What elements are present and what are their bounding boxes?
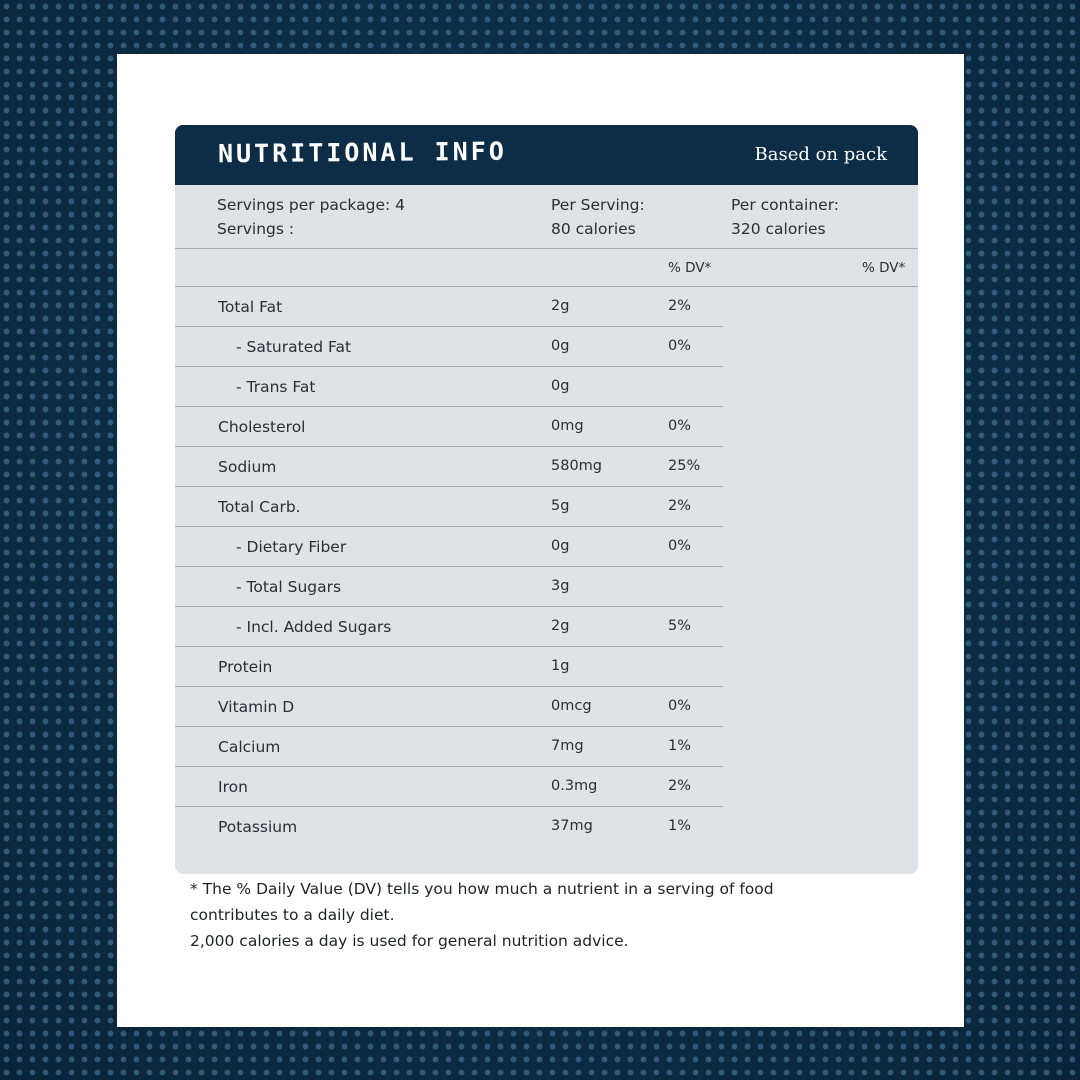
nutrient-row (175, 367, 723, 407)
nutrient-amount: 7mg (551, 738, 584, 754)
nutrient-dv: 0% (668, 338, 692, 354)
nutrient-name: - Dietary Fiber (236, 538, 347, 556)
nutrient-name: Sodium (218, 458, 277, 476)
nutrient-name: - Trans Fat (236, 378, 316, 396)
nutrient-name: - Saturated Fat (236, 338, 352, 356)
nutrient-name: - Incl. Added Sugars (236, 618, 392, 636)
nutrient-name: Cholesterol (218, 418, 306, 436)
nutrient-row (175, 807, 723, 847)
nutrient-row (175, 647, 723, 687)
nutrient-row (175, 727, 723, 767)
nutrient-amount: 0g (551, 378, 570, 394)
per-container-calories: 320 calories (731, 220, 826, 238)
dv-container-header: % DV* (862, 260, 906, 276)
dv-serving-header: % DV* (668, 260, 712, 276)
nutrient-dv: 25% (668, 458, 701, 474)
nutrient-amount: 0.3mg (551, 778, 598, 794)
nutrient-row (175, 287, 723, 327)
nutrient-name: Iron (218, 778, 248, 796)
nutrient-dv: 0% (668, 698, 692, 714)
nutrient-dv: 0% (668, 538, 692, 554)
nutrient-name: Potassium (218, 818, 298, 836)
panel-title: NUTRITIONAL INFO (217, 136, 507, 169)
nutrient-amount: 37mg (551, 818, 593, 834)
footnote-line: contributes to a daily diet. (190, 906, 395, 924)
nutrient-name: - Total Sugars (236, 578, 342, 596)
nutrient-row (175, 527, 723, 567)
nutrition-card (117, 54, 964, 1027)
nutrient-amount: 0mg (551, 418, 584, 434)
per-container-label: Per container: (731, 196, 840, 214)
panel-header (175, 125, 918, 185)
nutrient-row (175, 687, 723, 727)
nutrient-dv: 1% (668, 818, 692, 834)
nutrient-amount: 2g (551, 298, 570, 314)
per-serving-label: Per Serving: (551, 196, 645, 214)
nutrient-amount: 0g (551, 338, 570, 354)
nutrient-dv: 2% (668, 298, 692, 314)
nutrient-name: Total Carb. (218, 498, 301, 516)
nutrition-panel (175, 125, 918, 874)
footnote (190, 876, 910, 954)
nutrient-row (175, 607, 723, 647)
nutrient-amount: 0mcg (551, 698, 592, 714)
nutrient-dv: 5% (668, 618, 692, 634)
nutrient-row (175, 767, 723, 807)
nutrient-row (175, 487, 723, 527)
nutrient-amount: 5g (551, 498, 570, 514)
servings-per-package: Servings per package: 4 (217, 196, 406, 214)
nutrient-row (175, 447, 723, 487)
servings-label: Servings : (217, 220, 295, 238)
summary-divider (175, 248, 918, 249)
footnote-line: 2,000 calories a day is used for general nutrition advice. (190, 932, 629, 950)
nutrient-dv: 1% (668, 738, 692, 754)
panel-subtitle: Based on pack (754, 144, 887, 165)
nutrient-name: Vitamin D (218, 698, 295, 716)
nutrient-amount: 1g (551, 658, 570, 674)
nutrient-dv: 0% (668, 418, 692, 434)
nutrient-amount: 2g (551, 618, 570, 634)
nutrient-row (175, 327, 723, 367)
footnote-line: * The % Daily Value (DV) tells you how much a nutrient in a serving of food (190, 880, 774, 898)
nutrient-name: Calcium (218, 738, 281, 756)
nutrient-name: Protein (218, 658, 273, 676)
nutrient-amount: 0g (551, 538, 570, 554)
nutrient-dv: 2% (668, 498, 692, 514)
nutrient-dv: 2% (668, 778, 692, 794)
nutrient-row (175, 567, 723, 607)
per-serving-calories: 80 calories (551, 220, 636, 238)
nutrient-amount: 3g (551, 578, 570, 594)
nutrient-amount: 580mg (551, 458, 603, 474)
nutrient-name: Total Fat (218, 298, 283, 316)
nutrient-row (175, 407, 723, 447)
